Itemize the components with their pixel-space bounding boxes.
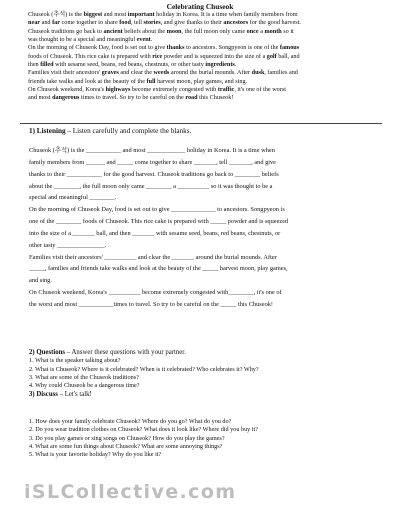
questions-instruction: – Answer these questions with your partner. — [65, 349, 186, 356]
fill-line: and sing. — [29, 277, 52, 285]
reading-text: around the burial mounds. After — [169, 69, 252, 77]
page-title: Celebrating Chuseok — [166, 2, 234, 11]
fill-line: one of the ________ foods of Chuseok. This rice cake is prepared with _____ powder and is squeezed — [29, 218, 289, 226]
keyword: event — [136, 36, 151, 44]
questions-heading — [29, 349, 384, 357]
reading-text: to ancestors. Songpyeon is one of the — [184, 44, 280, 52]
reading-text: Chuseok (추석) is the — [28, 11, 84, 18]
keyword: moon — [166, 27, 182, 35]
question-item: 3. What are some of the Chuseok traditions? — [29, 374, 139, 382]
keyword: ingredients — [205, 61, 235, 69]
reading-text: , it's one of the worst — [234, 86, 286, 94]
reading-text: times to travel. So try to be careful on the — [79, 94, 186, 102]
discuss-item: 4. What are some fun things about Chuseok? What are some annoying things? — [29, 443, 223, 451]
keyword: month — [264, 27, 282, 35]
keyword: full — [146, 77, 156, 85]
reading-text: powder and is squeezed into the size of a — [162, 52, 267, 60]
keyword: thanks — [166, 44, 185, 52]
reading-line — [28, 61, 380, 69]
discuss-item: 5. What is your favorite holiday? Why do you like it? — [29, 451, 162, 459]
reading-text: then — [28, 61, 41, 69]
keyword: stories — [143, 19, 161, 27]
keyword: ancestors — [223, 19, 249, 27]
discuss-item: 1. How does your family celebrate Chuseok? Where do you go? What do you do? — [29, 418, 232, 425]
reading-text: so it — [281, 27, 294, 35]
fill-line: _____, families and friends take walks and look at the beauty of the _____ harvest moon, play games, — [29, 265, 288, 273]
keyword: graves — [101, 69, 119, 77]
keyword: rice — [152, 52, 163, 60]
reading-text: this Chuseok! — [197, 94, 234, 102]
question-item: 4. Why could Chuseok be a dangerous time? — [29, 382, 140, 390]
reading-text: . — [234, 61, 237, 69]
reading-text: and most — [28, 94, 53, 102]
reading-text: and — [40, 19, 53, 27]
fill-line: Chuseok (추석) is the ___________ and most ____________ holiday in Korea. It is a time when — [29, 147, 275, 154]
keyword: famous — [279, 44, 300, 52]
reading-text: Chuseok traditions go back to — [28, 27, 104, 35]
questions-heading-label: 2) Questions — [29, 349, 66, 356]
reading-line — [28, 78, 380, 86]
reading-line — [28, 28, 380, 36]
reading-text: , the full moon only came — [181, 27, 247, 35]
reading-text: On the morning of Chuseok Day, food is set out to give — [28, 44, 167, 52]
keyword: golf — [266, 52, 277, 60]
reading-text: was thought to be a special and meaningful — [28, 36, 137, 44]
fill-line: about the ________, the full moon only came ________ a __________ so it was thought to be a — [29, 182, 273, 190]
keyword: weeds — [153, 69, 170, 77]
reading-text: friends take walks and look at the beauty of the — [28, 77, 147, 85]
discuss-item: 2. Do you wear tradition clothes on Chuseok? What does it look like? Where did you buy it? — [29, 426, 259, 434]
keyword: once — [246, 27, 259, 35]
reading-text: , families and — [264, 69, 298, 77]
listening-heading — [29, 127, 191, 135]
keyword: important — [127, 11, 155, 18]
reading-text: with sesame seed, beans, red beans, chestnuts, or other tasty — [53, 61, 206, 69]
keyword: dangerous — [52, 94, 80, 102]
reading-text: for the good harvest. — [248, 19, 301, 27]
fill-line: special and meaningful ________. — [29, 194, 117, 202]
reading-text: On Chuseok weekend, Korea's — [28, 86, 106, 94]
reading-line — [28, 36, 380, 44]
reading-text: Families visit their ancestors' — [28, 69, 102, 77]
keyword: ancient — [103, 27, 123, 35]
fill-line: the worst and most ___________times to travel. So try to be careful on the _____ this Chuseok! — [29, 300, 274, 308]
reading-text: foods of Chuseok. This rice cake is prepared with — [28, 52, 153, 60]
discuss-instruction: – Let's talk! — [57, 390, 92, 398]
reading-line — [28, 19, 380, 27]
fill-line: into the size of a _______ ball, and then _______ with sesame seed, beans, red beans, chestnuts, or — [29, 229, 281, 237]
fill-line: family members from ______ and _____ come together to share _______, tell _______, and give — [29, 158, 277, 166]
watermark-logo: iSLCollective.com — [24, 481, 237, 503]
keyword: food — [119, 19, 131, 27]
discuss-heading-label: 3) Discuss — [29, 390, 58, 398]
reading-line — [28, 86, 380, 94]
fill-line: other tasty _______________. — [29, 241, 107, 249]
discuss-section — [29, 418, 384, 460]
fill-line: Families visit their ancestors' __________ and clear the _______ around the burial mounds. After — [29, 253, 277, 261]
listening-heading-label: 1) Listening — [29, 127, 66, 135]
keyword: biggest — [83, 11, 103, 18]
reading-line — [28, 53, 380, 61]
keyword: filled — [40, 61, 54, 69]
reading-text: come together to share — [59, 19, 120, 27]
question-item: 1. What is the speaker talking about? — [29, 357, 121, 365]
reading-text: holiday in Korea. It is a time when family members from — [154, 11, 298, 18]
reading-text: and clear the — [118, 69, 154, 77]
keyword: near — [28, 19, 41, 27]
keyword: far — [52, 19, 60, 27]
section-divider — [20, 123, 382, 124]
reading-line — [28, 69, 380, 77]
keyword: highways — [105, 86, 131, 94]
reading-line — [28, 94, 380, 102]
fill-line: On the morning of Chuseok Day, food is set out to give ______________ to ancestors. Songpyeon is — [29, 206, 285, 214]
reading-text: , and give thanks to their — [160, 19, 224, 27]
discuss-item: 3. Do you play games or sing songs on Chuseok? How do you play the games? — [29, 434, 225, 442]
discuss-heading — [29, 391, 384, 399]
listening-instruction: – Listen carefully and complete the blanks. — [65, 127, 192, 135]
questions-section — [29, 349, 384, 399]
reading-line — [28, 44, 380, 52]
reading-text: become extremely congested with — [130, 86, 218, 94]
fill-line: thanks to their ___________ for the good harvest. Chuseok traditions go back to ________ beliefs — [29, 170, 279, 178]
reading-text: beliefs about the — [122, 27, 167, 35]
fill-line: On Chuseok weekend, Korea's __________ become extremely congested with________, it's one of — [29, 289, 282, 297]
reading-text: and most — [102, 11, 128, 18]
reading-text: , tell — [130, 19, 144, 27]
reading-text: ball, and — [276, 52, 300, 60]
keyword: traffic — [217, 86, 235, 94]
fill-in-blanks-passage — [29, 145, 384, 311]
reading-line — [28, 11, 380, 19]
keyword: dusk — [251, 69, 265, 77]
reading-text: harvest moon, play games, and sing. — [155, 77, 248, 85]
reading-text: . — [150, 36, 153, 44]
reading-passage — [28, 11, 380, 103]
keyword: road — [185, 94, 198, 102]
reading-text: a — [258, 27, 265, 35]
question-item: 2. What is Chuseok? Where is it celebrated? When is it celebrated? Who celebrates it? Why? — [29, 365, 259, 373]
